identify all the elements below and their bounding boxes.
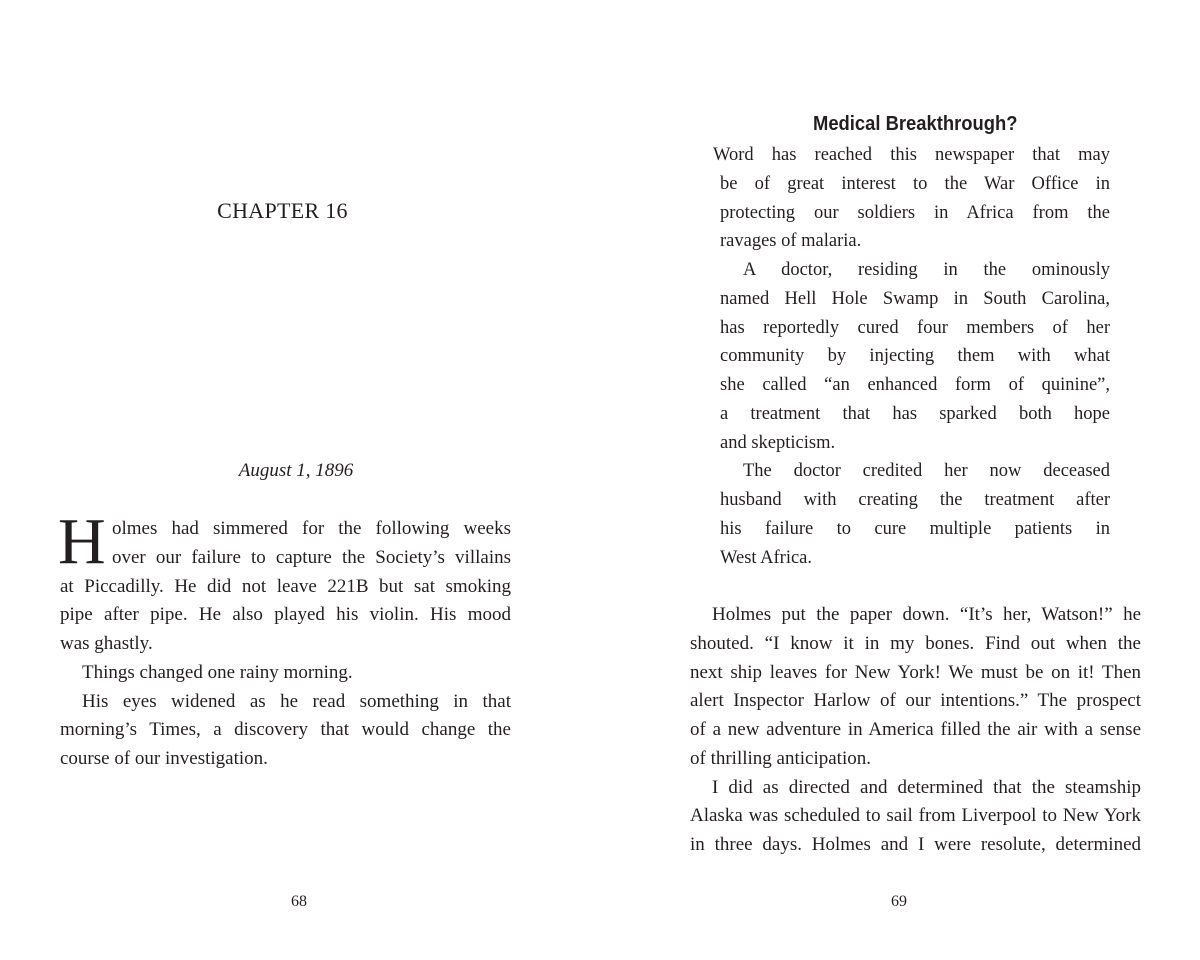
page-number: 69 bbox=[891, 893, 907, 910]
text-line: be of great interest to the War Office in bbox=[720, 173, 1110, 194]
text-line: olmes had simmered for the following weeks bbox=[112, 518, 511, 539]
text-line: Word has reached this newspaper that may bbox=[713, 145, 1110, 165]
text-line: protecting our soldiers in Africa from the bbox=[720, 202, 1110, 223]
text-line: of a new adventure in America filled the air with a sense bbox=[690, 719, 1141, 740]
text-line: His eyes widened as he read something in that bbox=[82, 690, 511, 712]
text-line: Holmes put the paper down. “It’s her, Watson!” he bbox=[712, 604, 1141, 625]
text-line: A doctor, residing in the ominously bbox=[743, 260, 1110, 280]
text-line: at Piccadilly. He did not leave 221B but sat smoking bbox=[60, 575, 511, 597]
text-line: and skepticism. bbox=[720, 432, 836, 453]
text-line: I did as directed and determined that the steamship bbox=[712, 776, 1141, 798]
text-line: she called “an enhanced form of quinine”, bbox=[720, 375, 1110, 395]
text-line: community by injecting them with what bbox=[720, 346, 1110, 367]
text-line: over our failure to capture the Society’s villains bbox=[112, 546, 511, 568]
page-number: 68 bbox=[291, 893, 307, 910]
chapter-title: CHAPTER 16 bbox=[217, 198, 348, 223]
text-line: shouted. “I know it in my bones. Find out when the bbox=[690, 632, 1141, 654]
text-line: West Africa. bbox=[720, 547, 813, 568]
drop-cap: H bbox=[58, 510, 106, 574]
text-line: named Hell Hole Swamp in South Carolina, bbox=[720, 288, 1110, 309]
text-line: was ghastly. bbox=[60, 633, 153, 654]
text-line: his failure to cure multiple patients in bbox=[720, 518, 1110, 539]
text-line: Things changed one rainy morning. bbox=[82, 661, 353, 683]
text-line: ravages of malaria. bbox=[720, 231, 862, 252]
newspaper-headline: Medical Breakthrough? bbox=[813, 113, 1018, 135]
text-line: The doctor credited her now deceased bbox=[743, 461, 1110, 482]
text-line: has reportedly cured four members of her bbox=[720, 317, 1110, 338]
text-line: husband with creating the treatment after bbox=[720, 490, 1110, 510]
text-line: morning’s Times, a discovery that would change the bbox=[60, 719, 511, 741]
chapter-date: August 1, 1896 bbox=[238, 460, 354, 481]
text-line: course of our investigation. bbox=[60, 748, 268, 769]
text-line: Alaska was scheduled to sail from Liverpool to New York bbox=[690, 805, 1141, 827]
text-line: a treatment that has sparked both hope bbox=[720, 403, 1110, 424]
text-line: of thrilling anticipation. bbox=[690, 747, 871, 769]
text-line: next ship leaves for New York! We must be on it! Then bbox=[690, 661, 1141, 683]
text-line: alert Inspector Harlow of our intentions.” The prospect bbox=[690, 690, 1141, 712]
text-line: in three days. Holmes and I were resolute, determined bbox=[690, 834, 1141, 855]
text-line: pipe after pipe. He also played his violin. His mood bbox=[60, 604, 511, 626]
